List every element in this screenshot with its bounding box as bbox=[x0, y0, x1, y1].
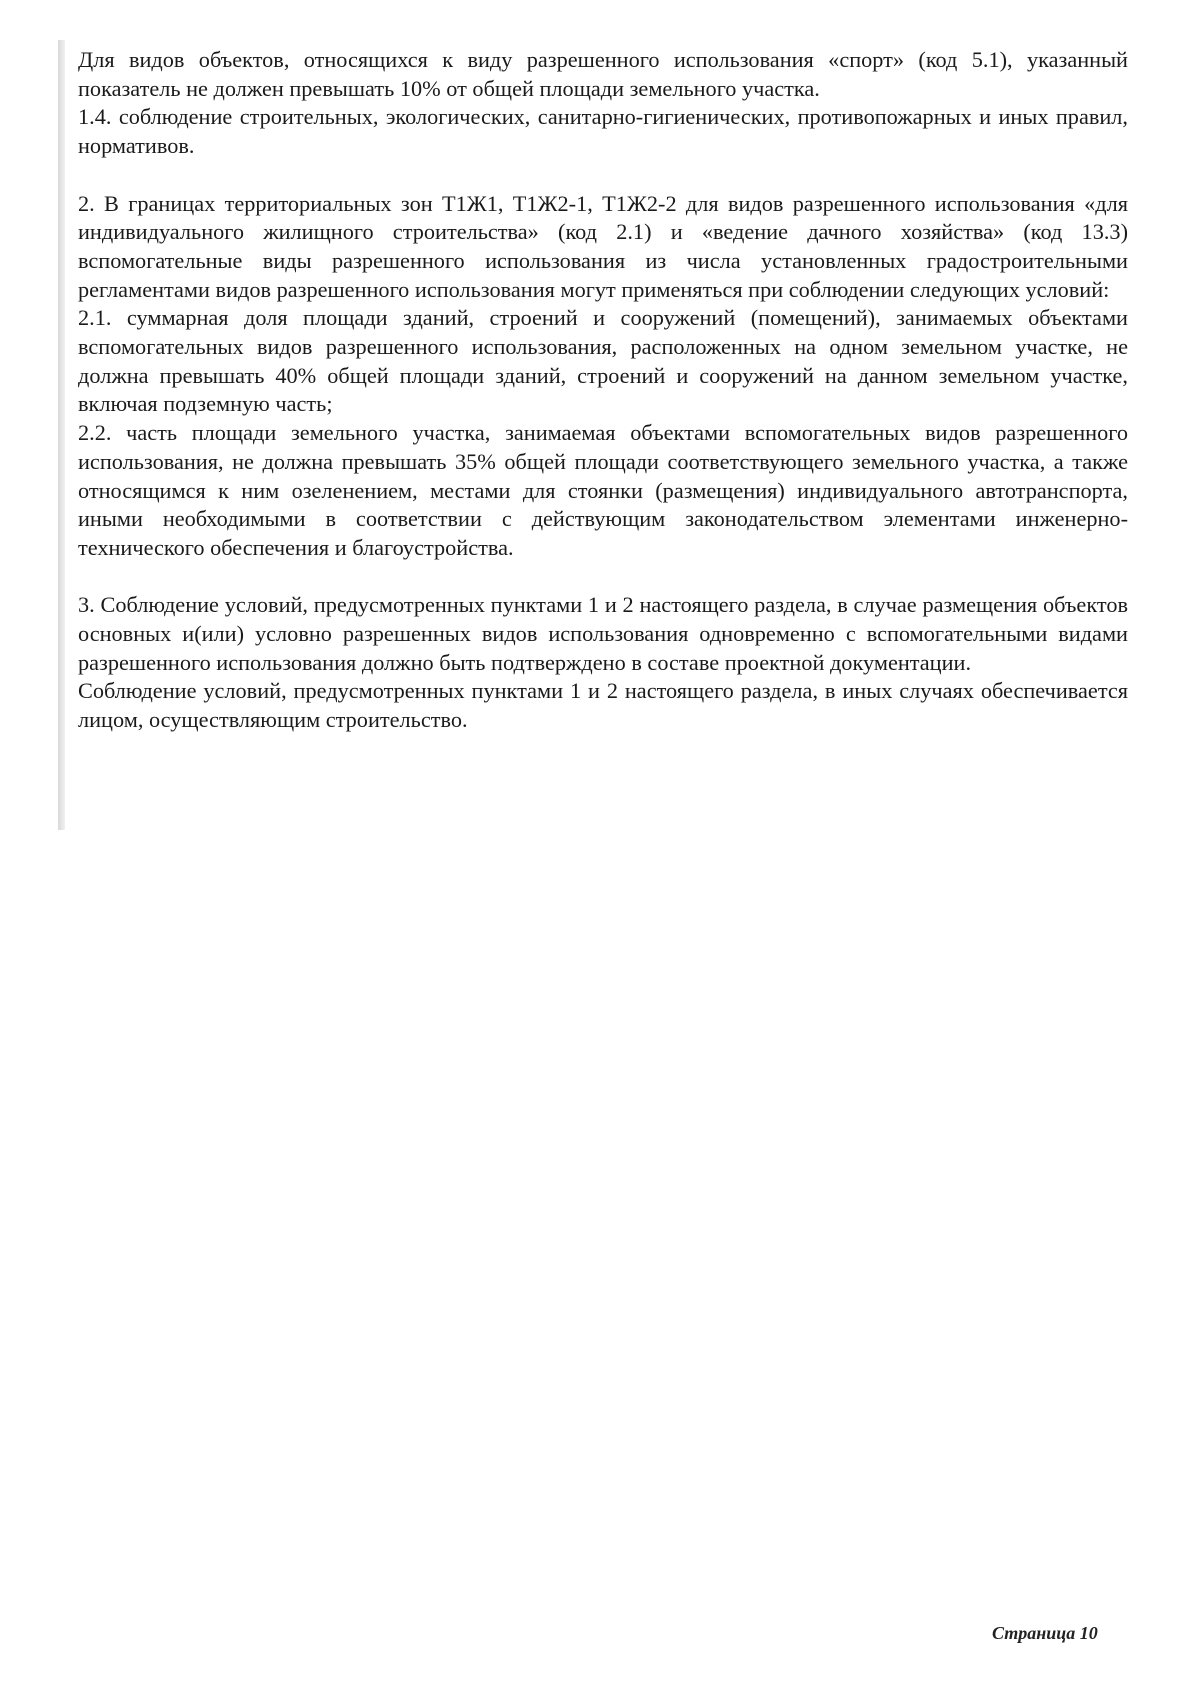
paragraph-2-2: 2.2. часть площади земельного участка, занимаемая объектами вспомогательных видов разрешенного использования, не должна превышать 35% общей площади соответствующего земельного участка, а также относящимся к ним озеленением, местами для стоянки (размещения) индивидуального автотранспорта, иными необходимыми в соответствии с действующим законодательством элементами инженерно-технического обеспечения и благоустройства. bbox=[78, 420, 1128, 560]
paragraph-gap bbox=[78, 161, 1128, 190]
paragraph-3: 3. Соблюдение условий, предусмотренных пунктами 1 и 2 настоящего раздела, в случае размещения объектов основных и(или) условно разрешенных видов использования одновременно с вспомогательными видами разрешенного использования должно быть подтверждено в составе проектной документации. bbox=[78, 592, 1128, 675]
document-body bbox=[78, 46, 1128, 735]
paragraph-sport-note: Для видов объектов, относящихся к виду разрешенного использования «спорт» (код 5.1), указанный показатель не должен превышать 10% от общей площади земельного участка. bbox=[78, 47, 1128, 101]
paragraph-2: 2. В границах территориальных зон Т1Ж1, Т1Ж2-1, Т1Ж2-2 для видов разрешенного использования «для индивидуального жилищного строительства» (код 2.1) и «ведение дачного хозяйства» (код 13.3) вспомогательные виды разрешенного использования из числа установленных градостроительными регламентами видов разрешенного использования могут применяться при соблюдении следующих условий: bbox=[78, 190, 1128, 302]
paragraph-3-other-cases: Соблюдение условий, предусмотренных пунктами 1 и 2 настоящего раздела, в иных случаях обеспечивается лицом, осуществляющим строительство. bbox=[78, 678, 1128, 733]
page-number: Страница 10 bbox=[992, 1623, 1098, 1643]
scan-edge-shadow bbox=[58, 40, 65, 830]
paragraph-2-1: 2.1. суммарная доля площади зданий, строений и сооружений (помещений), занимаемых объектами вспомогательных видов разрешенного использования, расположенных на одном земельном участке, не должна превышать 40% общей площади зданий, строений и сооружений на данном земельном участке, включая подземную часть; bbox=[78, 305, 1128, 417]
paragraph-1-4: 1.4. соблюдение строительных, экологических, санитарно-гигиенических, противопожарных и иных правил, нормативов. bbox=[78, 104, 1128, 159]
paragraph-gap bbox=[78, 563, 1128, 592]
